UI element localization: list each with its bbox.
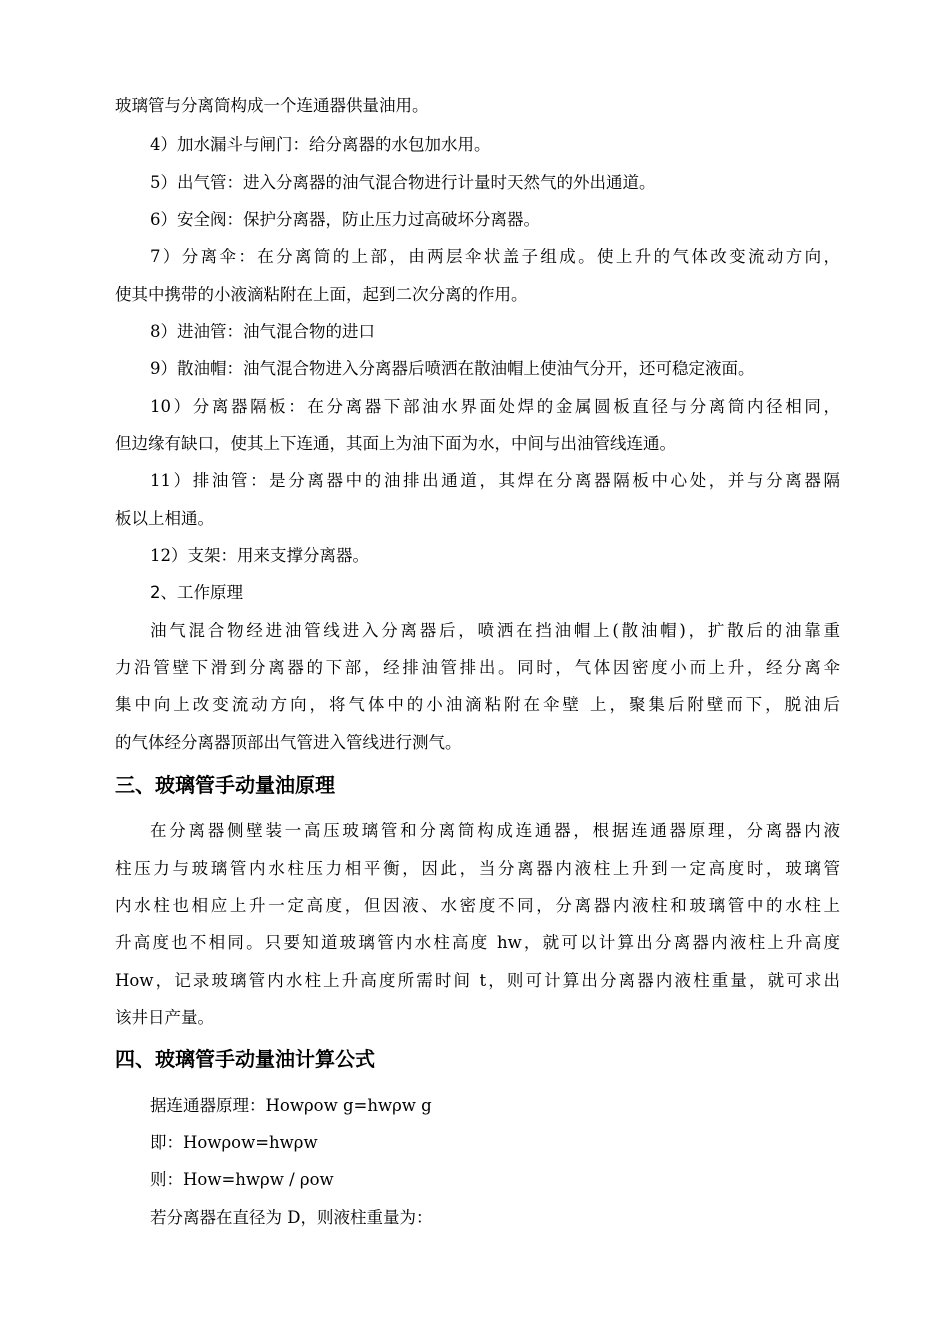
formula-line: 据连通器原理：Howρow g=hwρw g xyxy=(150,1096,432,1115)
paragraph-line: 的气体经分离器顶部出气管进入管线进行测气。 xyxy=(115,733,462,752)
list-item-oil-cap: 9）散油帽：油气混合物进入分离器后喷洒在散油帽上使油气分开，还可稳定液面。 xyxy=(150,359,755,378)
text-line: 但边缘有缺口，使其上下连通，其面上为油下面为水，中间与出油管线连通。 xyxy=(115,434,676,453)
paragraph-line: 升高度也不相同。只要知道玻璃管内水柱高度 hw，就可以计算出分离器内液柱上升高度 xyxy=(115,933,840,952)
list-item-drain-pipe: 11）排油管：是分离器中的油排出通道，其焊在分离器隔板中心处，并与分离器隔 xyxy=(150,471,840,490)
paragraph-line: 该井日产量。 xyxy=(115,1008,214,1027)
formula-line: 若分离器在直径为 D，则液柱重量为： xyxy=(150,1208,433,1227)
formula-line: 则：How=hwρw / ρow xyxy=(150,1170,334,1189)
list-item-gas-outlet: 5）出气管：进入分离器的油气混合物进行计量时天然气的外出通道。 xyxy=(150,173,656,192)
paragraph-line: 在分离器侧壁装一高压玻璃管和分离筒构成连通器，根据连通器原理，分离器内液 xyxy=(150,821,840,840)
text-line: 玻璃管与分离筒构成一个连通器供量油用。 xyxy=(115,96,429,115)
paragraph-line: 油气混合物经进油管线进入分离器后，喷洒在挡油帽上(散油帽)，扩散后的油靠重 xyxy=(150,621,840,640)
section-heading-3: 三、玻璃管手动量油原理 xyxy=(115,773,335,797)
formula-line: 即：Howρow=hwρw xyxy=(150,1133,318,1152)
list-item-partition: 10）分离器隔板：在分离器下部油水界面处焊的金属圆板直径与分离筒内径相同， xyxy=(150,397,840,416)
paragraph-line: 内水柱也相应上升一定高度，但因液、水密度不同，分离器内液柱和玻璃管中的水柱上 xyxy=(115,896,840,915)
section-heading-4: 四、玻璃管手动量油计算公式 xyxy=(115,1047,375,1071)
paragraph-line: 集中向上改变流动方向，将气体中的小油滴粘附在伞壁 上，聚集后附壁而下，脱油后 xyxy=(115,695,840,714)
list-item-funnel: 4）加水漏斗与闸门：给分离器的水包加水用。 xyxy=(150,135,491,154)
paragraph-line: 柱压力与玻璃管内水柱压力相平衡，因此，当分离器内液柱上升到一定高度时，玻璃管 xyxy=(115,859,840,878)
paragraph-line: 力沿管壁下滑到分离器的下部，经排油管排出。同时，气体因密度小而上升，经分离伞 xyxy=(115,658,840,677)
list-item-umbrella: 7）分离伞：在分离筒的上部，由两层伞状盖子组成。使上升的气体改变流动方向， xyxy=(150,247,840,266)
list-item-oil-inlet: 8）进油管：油气混合物的进口 xyxy=(150,322,375,341)
text-line: 板以上相通。 xyxy=(115,509,214,528)
list-item-safety-valve: 6）安全阀：保护分离器，防止压力过高破坏分离器。 xyxy=(150,210,540,229)
text-line: 使其中携带的小液滴粘附在上面，起到二次分离的作用。 xyxy=(115,285,528,304)
paragraph-line: How，记录玻璃管内水柱上升高度所需时间 t，则可计算出分离器内液柱重量，就可求出 xyxy=(115,971,840,990)
subheading-working-principle: 2、工作原理 xyxy=(150,583,243,602)
list-item-support: 12）支架：用来支撑分离器。 xyxy=(150,546,369,565)
